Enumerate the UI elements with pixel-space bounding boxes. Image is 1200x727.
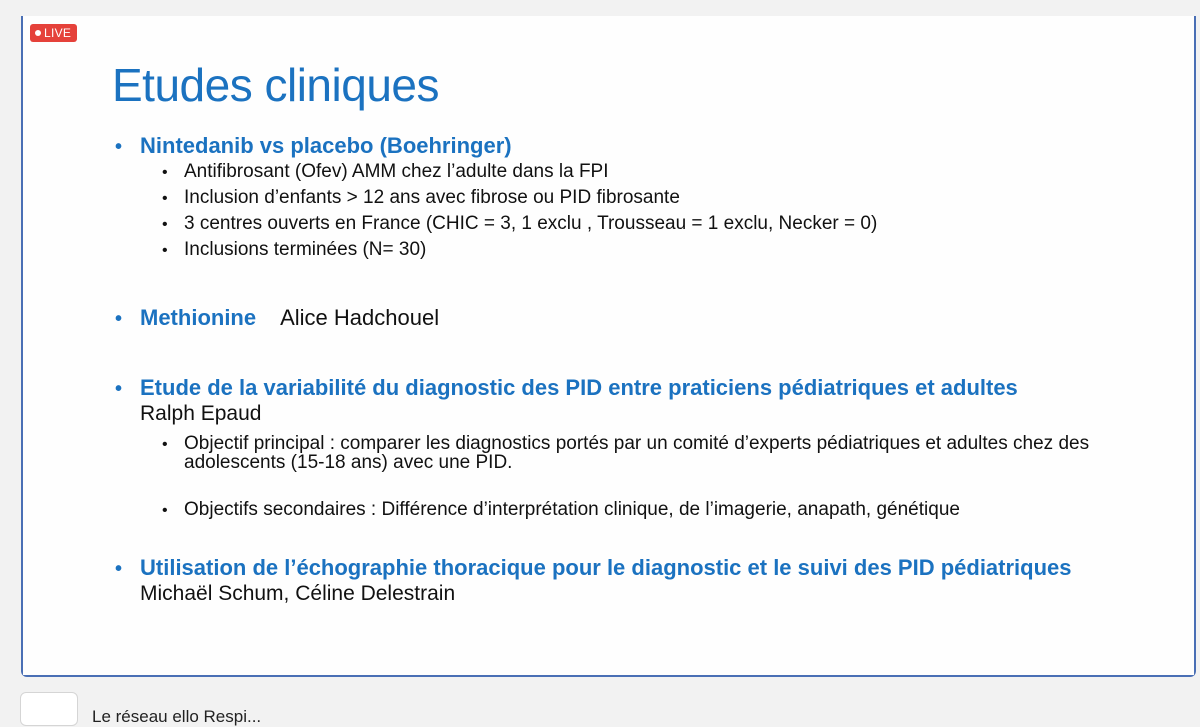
study-author: Alice Hadchouel: [280, 305, 440, 330]
study-heading: [115, 375, 1175, 402]
study-detail-item: • Inclusion d’enfants > 12 ans avec fibrose ou PID fibrosante: [162, 186, 1175, 212]
study-heading: [115, 555, 1175, 582]
bullet-icon: •: [162, 164, 168, 181]
live-badge-label: LIVE: [44, 26, 72, 40]
study-heading-text: Methionine: [140, 305, 257, 330]
presentation-slide: [23, 16, 1194, 675]
study-author: Ralph Epaud: [140, 402, 262, 425]
study-details: [162, 432, 1175, 524]
bullet-icon: •: [162, 242, 168, 259]
study-echography: [115, 555, 1175, 606]
study-detail-item: • 3 centres ouverts en France (CHIC = 3, 1 exclu , Trousseau = 1 exclu, Necker = 0): [162, 212, 1175, 238]
study-detail-item: • Objectif principal : comparer les diagnostics portés par un comité d’experts pédiatriques et adultes chez des adolescents (15-18 ans) avec une PID.: [162, 433, 1090, 473]
study-detail-item: • Antifibrosant (Ofev) AMM chez l’adulte dans la FPI: [162, 160, 1175, 186]
bullet-icon: •: [162, 190, 168, 207]
study-nintedanib: [115, 133, 1175, 264]
bullet-icon: •: [115, 558, 123, 580]
bullet-icon: •: [162, 436, 168, 453]
study-detail-item: • Inclusions terminées (N= 30): [162, 238, 1175, 264]
bottom-bar: [0, 684, 1200, 726]
bullet-icon: •: [115, 136, 123, 158]
bullet-icon: •: [115, 378, 123, 400]
slide-title: Etudes cliniques: [112, 59, 439, 111]
study-heading: [115, 133, 1175, 160]
bullet-icon: •: [162, 216, 168, 233]
live-badge: [30, 24, 77, 42]
stream-title: Le réseau ello Respi...: [92, 707, 262, 726]
study-heading: [115, 305, 1175, 332]
channel-avatar[interactable]: [20, 692, 78, 726]
video-player[interactable]: [21, 16, 1196, 677]
study-heading-text: Nintedanib vs placebo (Boehringer): [140, 133, 512, 158]
study-detail-item: • Objectifs secondaires : Différence d’interprétation clinique, de l’imagerie, anapath, génétique: [162, 498, 1175, 524]
live-dot-icon: [35, 30, 41, 36]
bullet-icon: •: [162, 502, 168, 519]
study-details: [162, 160, 1175, 264]
study-methionine: [115, 305, 1175, 332]
study-heading-text: Utilisation de l’échographie thoracique pour le diagnostic et le suivi des PID pédiatriques: [140, 555, 1072, 580]
study-variability: [115, 375, 1175, 524]
bullet-icon: •: [115, 308, 123, 330]
study-heading-text: Etude de la variabilité du diagnostic des PID entre praticiens pédiatriques et adultes: [140, 375, 1018, 400]
study-author: Michaël Schum, Céline Delestrain: [140, 582, 456, 605]
